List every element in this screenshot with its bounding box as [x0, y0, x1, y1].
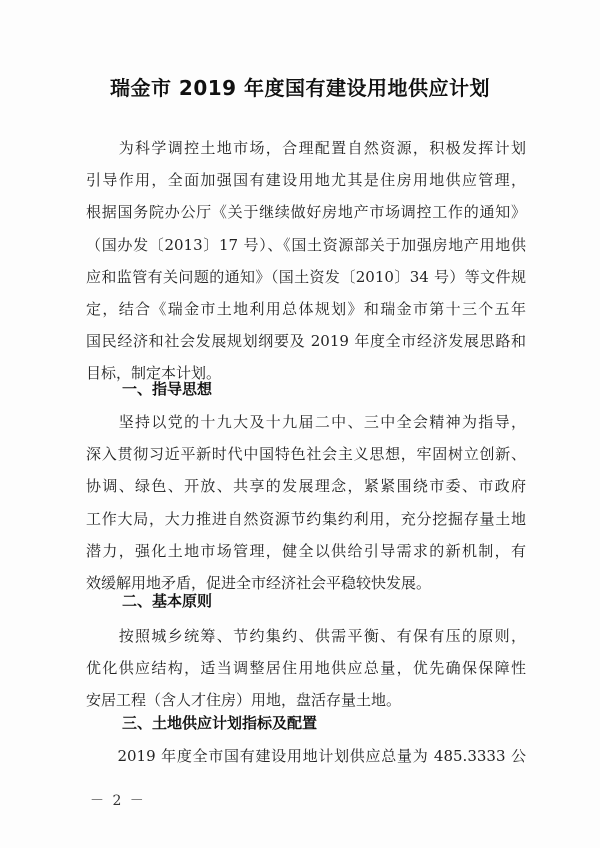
text-line: （国办发〔2013〕17 号）、《国土资源部关于加强房地产用地供 — [86, 235, 526, 254]
text-line: 国民经济和社会发展规划纲要及 2019 年度全市经济发展思路和 — [86, 332, 526, 351]
text-line: 潜力，强化土地市场管理，健全以供给引导需求的新机制，有 — [86, 541, 526, 560]
text-line: 安居工程（含人才住房）用地，盘活存量土地。 — [86, 691, 402, 710]
text-line: 定，结合《瑞金市土地利用总体规划》和瑞金市第十三个五年 — [86, 299, 526, 318]
document-title: 瑞金市 2019 年度国有建设用地供应计划 — [109, 76, 491, 100]
text-line: 效缓解用地矛盾，促进全市经济社会平稳较快发展。 — [86, 573, 432, 592]
basic-principles-paragraph — [86, 620, 526, 717]
section-heading-guiding-ideology: 一、指导思想 — [122, 380, 213, 398]
text-line: 根据国务院办公厅《关于继续做好房地产市场调控工作的通知》 — [86, 203, 526, 222]
guiding-ideology-paragraph — [86, 406, 526, 599]
text-line: 引导作用，全面加强国有建设用地尤其是住房用地供应管理， — [86, 171, 526, 190]
text-line: 深入贯彻习近平新时代中国特色社会主义思想，牢固树立创新、 — [86, 445, 526, 464]
text-line: 坚持以党的十九大及十九届二中、三中全会精神为指导， — [86, 413, 526, 431]
text-line: 工作大局，大力推进自然资源节约集约利用，充分挖掘存量土地 — [86, 509, 526, 528]
land-supply-plan-paragraph — [86, 740, 526, 772]
intro-paragraph — [86, 132, 526, 390]
text-line: 为科学调控土地市场，合理配置自然资源，积极发挥计划 — [86, 139, 526, 157]
text-line: 协调、绿色、开放、共享的发展理念，紧紧围绕市委、市政府 — [86, 477, 526, 496]
text-line: 目标，制定本计划。 — [86, 364, 222, 383]
page-number: － 2 － — [90, 793, 146, 809]
text-line: 按照城乡统筹、节约集约、供需平衡、有保有压的原则， — [86, 627, 526, 645]
section-heading-land-supply-plan: 三、土地供应计划指标及配置 — [122, 714, 318, 732]
text-line: 优化供应结构，适当调整居住用地供应总量，优先确保保障性 — [86, 659, 526, 678]
section-heading-basic-principles: 二、基本原则 — [122, 592, 213, 610]
text-line: 应和监管有关问题的通知》（国土资发〔2010〕34 号）等文件规 — [86, 267, 526, 286]
text-line: 2019 年度全市国有建设用地计划供应总量为 485.3333 公 — [86, 747, 526, 765]
